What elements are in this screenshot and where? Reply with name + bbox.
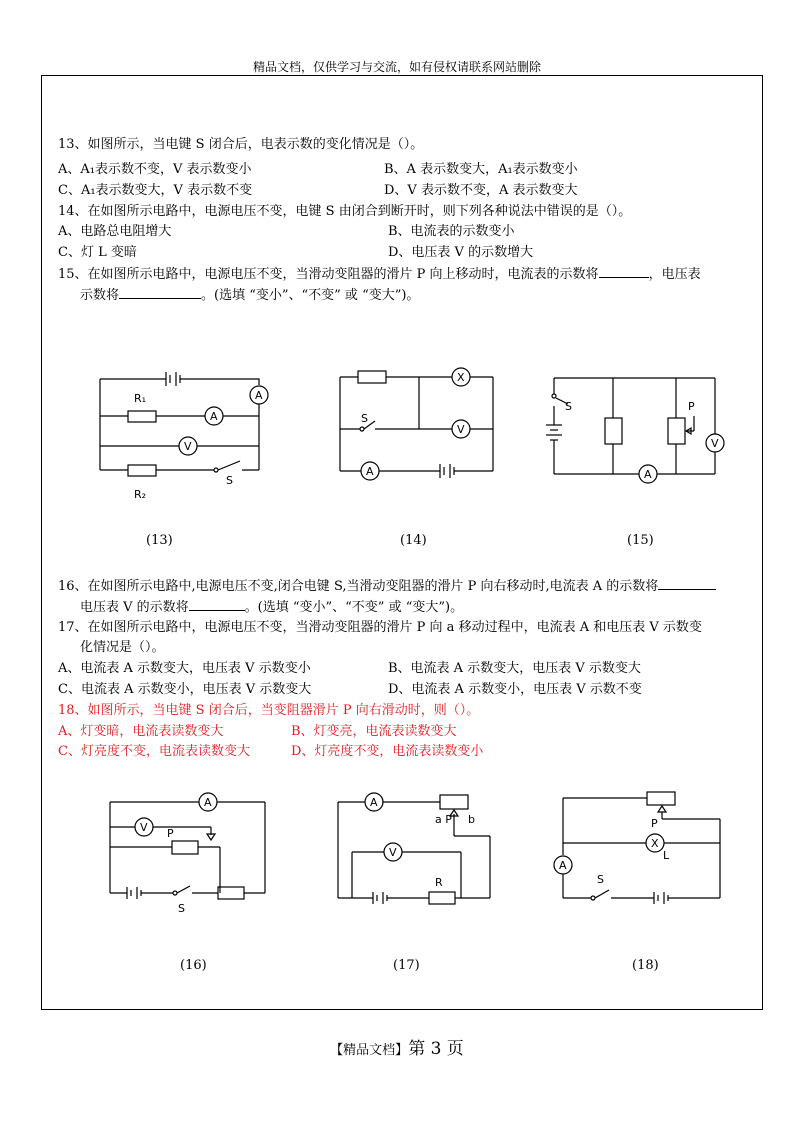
q13-option-c: C、A₁表示数变大，V 表示数不变 (58, 183, 253, 198)
q17-option-b: B、电流表 A 示数变大，电压表 V 示数变大 (388, 661, 641, 676)
circuit-18-diagram (545, 785, 735, 910)
q15-line2 (80, 286, 419, 305)
resistor-r1-icon (128, 411, 156, 422)
ap-label: a P (435, 813, 452, 826)
page-number: 第 3 页 (408, 1039, 464, 1059)
voltmeter-label: V (711, 437, 719, 450)
switch-s-icon (595, 890, 609, 898)
circuit-15-diagram (540, 370, 730, 485)
caption-18: (18) (632, 958, 659, 973)
circuit-17-diagram (330, 790, 505, 915)
ammeter-label: A (644, 468, 652, 481)
voltmeter-label: V (184, 440, 192, 453)
p-label: P (688, 400, 695, 413)
resistor-icon (218, 887, 244, 899)
circuit-14-diagram (335, 362, 505, 482)
voltmeter-label: V (389, 846, 397, 859)
q16-blank-2 (189, 598, 245, 611)
s-label: S (597, 873, 604, 886)
rheostat-icon (172, 841, 198, 854)
s-label: S (565, 400, 572, 413)
q15-text-c: 示数将 (80, 288, 120, 303)
q18-stem: 18、如图所示，当电键 S 闭合后，当变阻器滑片 P 向右滑动时，则（）。 (58, 703, 480, 718)
q16-text-b: 电压表 V 的示数将 (80, 600, 189, 615)
q14-option-a: A、电路总电阻增大 (58, 224, 172, 239)
ammeter-a1-label: A (210, 410, 218, 423)
b-label: b (468, 813, 475, 826)
l-label: L (663, 849, 670, 862)
q13-option-b: B、A 表示数变大，A₁表示数变小 (384, 162, 578, 177)
q13-option-d: D、V 表示数不变，A 表示数变大 (384, 183, 578, 198)
q18-option-c: C、灯亮度不变，电流表读数变大 (58, 744, 250, 759)
r2-label: R₂ (134, 488, 147, 501)
q17-option-c: C、电流表 A 示数变小，电压表 V 示数变大 (58, 682, 312, 697)
q17-line2: 化情况是（）。 (80, 640, 165, 655)
q16-text-a: 16、在如图所示电路中,电源电压不变,闭合电键 S,当滑动变阻器的滑片 P 向右移动时,电流表 A 的示数将 (58, 579, 659, 594)
page-footer (0, 1034, 794, 1059)
s-label: S (361, 412, 368, 425)
q13-stem: 13、如图所示，当电键 S 闭合后，电表示数的变化情况是（）。 (58, 137, 424, 152)
resistor-icon (605, 418, 622, 444)
ammeter-label: A (204, 796, 212, 809)
s-label: S (178, 902, 185, 915)
caption-13: (13) (146, 533, 173, 548)
q18-option-a: A、灯变暗，电流表读数变大 (58, 724, 224, 739)
q15-blank-1 (599, 265, 649, 278)
page-header: 精品文档，仅供学习与交流，如有侵权请联系网站删除 (252, 60, 541, 74)
q17-line1: 17、在如图所示电路中，电源电压不变，当滑动变阻器的滑片 P 向 a 移动过程中，电流表 A 和电压表 V 示数变 (58, 620, 702, 635)
q16-blank-1 (658, 577, 716, 590)
p-label: P (651, 817, 658, 830)
slider-p-icon (658, 806, 666, 812)
q15-text-b: ，电压表 (648, 267, 701, 282)
rheostat-icon (668, 418, 685, 444)
circuit-16-diagram (100, 790, 280, 920)
q17-option-a: A、电流表 A 示数变大，电压表 V 示数变小 (58, 661, 311, 676)
q15-blank-2 (119, 286, 201, 299)
caption-15: (15) (627, 533, 654, 548)
footer-bracket: 【精品文档】 (330, 1043, 409, 1058)
q16-line2 (80, 598, 463, 617)
q14-option-b: B、电流表的示数变小 (388, 224, 515, 239)
lamp-x-label: X (651, 837, 659, 850)
caption-14: (14) (400, 533, 427, 548)
circuit-13-diagram (90, 362, 280, 507)
voltmeter-label: V (140, 821, 148, 834)
q16-line1 (58, 577, 716, 596)
p-label: P (167, 827, 174, 840)
ammeter-label: A (370, 796, 378, 809)
resistor-r-icon (429, 892, 455, 904)
ammeter-label: A (366, 465, 374, 478)
q13-option-a: A、A₁表示数不变，V 表示数变小 (58, 162, 252, 177)
rheostat-icon (440, 795, 468, 809)
q18-option-b: B、灯变亮，电流表读数变大 (291, 724, 457, 739)
q16-text-c: 。(选填 “变小”、“不变” 或 “变大”)。 (244, 600, 464, 615)
q14-option-d: D、电压表 V 的示数增大 (388, 245, 534, 260)
switch-s-icon (218, 461, 240, 470)
lamp-x-label: X (457, 371, 465, 384)
q14-stem: 14、在如图所示电路中，电源电压不变，电键 S 由闭合到断开时，则下列各种说法中错误的是（）。 (58, 204, 632, 219)
r1-label: R₁ (134, 392, 147, 405)
resistor-r2-icon (128, 465, 156, 476)
q14-option-c: C、灯 L 变暗 (58, 245, 137, 260)
q17-option-d: D、电流表 A 示数变小，电压表 V 示数不变 (388, 682, 642, 697)
switch-s-icon (177, 886, 190, 893)
q15-line1 (58, 265, 701, 284)
rheostat-icon (647, 792, 675, 805)
q15-text-d: 。(选填 “变小”、“不变” 或 “变大”)。 (201, 288, 420, 303)
voltmeter-label: V (457, 423, 465, 436)
lamp-resistor-icon (358, 371, 386, 383)
q18-option-d: D、灯亮度不变，电流表读数变小 (291, 744, 484, 759)
r-label: R (435, 876, 443, 889)
caption-16: (16) (180, 958, 207, 973)
ammeter-a-label: A (255, 389, 263, 402)
q15-text-a: 15、在如图所示电路中，电源电压不变，当滑动变阻器的滑片 P 向上移动时，电流表的示数将 (58, 267, 599, 282)
caption-17: (17) (393, 958, 420, 973)
ammeter-label: A (559, 859, 567, 872)
s-label: S (226, 474, 233, 487)
